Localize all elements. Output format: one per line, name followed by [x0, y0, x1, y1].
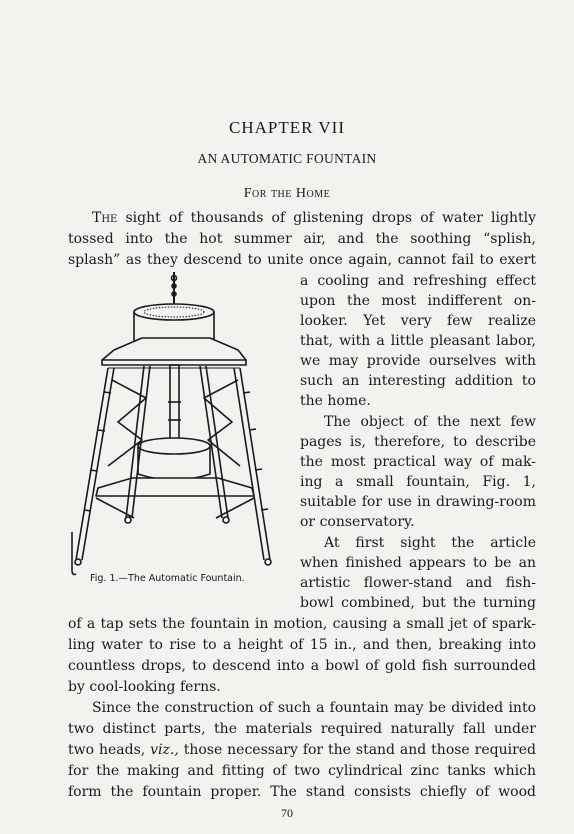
text-line: when finished appears to be an: [300, 555, 536, 571]
line-text: two heads,: [68, 742, 151, 758]
text-line: suitable for use in drawing-room: [300, 494, 536, 510]
text-line: or conservatory.: [300, 514, 415, 530]
chapter-heading: CHAPTER VII: [229, 118, 345, 137]
text-line: [68, 741, 536, 759]
text-line: a cooling and refreshing effect: [300, 273, 536, 289]
text-line: splash” as they descend to unite once again, cannot fail to exert: [68, 252, 536, 268]
text-line: for the making and fitting of two cylindrical zinc tanks which: [68, 763, 536, 779]
text-line: countless drops, to descend into a bowl of gold fish surrounded: [68, 658, 536, 674]
text-line: that, with a little pleasant labor,: [300, 333, 536, 349]
line-text: those necessary for the stand and those required: [178, 742, 537, 758]
text-line: ing a small fountain, Fig. 1,: [300, 474, 536, 490]
text-line: pages is, therefore, to describe: [300, 434, 536, 450]
text-line: artistic flower-stand and fish-: [300, 575, 536, 591]
text-line: the home.: [300, 393, 371, 409]
fountain-illustration: [62, 270, 292, 600]
drop-word: The: [92, 210, 118, 226]
chapter-title: AN AUTOMATIC FOUNTAIN: [197, 151, 377, 166]
text-line: At first sight the article: [324, 535, 536, 551]
text-line: The object of the next few: [324, 414, 536, 430]
text-line: such an interesting addition to: [300, 373, 536, 389]
section-heading: For the Home: [243, 186, 331, 201]
text-line: upon the most indifferent on-: [300, 293, 536, 309]
text-line: the most practical way of mak-: [300, 454, 536, 470]
text-line: of a tap sets the fountain in motion, causing a small jet of spark-: [68, 616, 536, 632]
text-line: we may provide ourselves with: [300, 353, 536, 369]
text-line: bowl combined, but the turning: [300, 595, 536, 611]
text-line: by cool-looking ferns.: [68, 679, 221, 695]
text-line: looker. Yet very few realize: [300, 313, 536, 329]
text-line: form the fountain proper. The stand consists chiefly of wood: [68, 784, 536, 800]
text-line: ling water to rise to a height of 15 in., and then, breaking into: [68, 637, 536, 653]
figure-caption: Fig. 1.—The Automatic Fountain.: [90, 573, 245, 584]
text-line: two distinct parts, the materials required naturally fall under: [68, 721, 536, 737]
italic-text: viz.,: [150, 742, 179, 758]
text-line: [68, 209, 536, 227]
page-number: 70: [281, 806, 293, 820]
line-text: sight of thousands of glistening drops of water lightly: [117, 210, 536, 226]
text-line: Since the construction of such a fountain may be divided into: [92, 700, 536, 716]
text-line: tossed into the hot summer air, and the soothing “splish,: [68, 231, 536, 247]
